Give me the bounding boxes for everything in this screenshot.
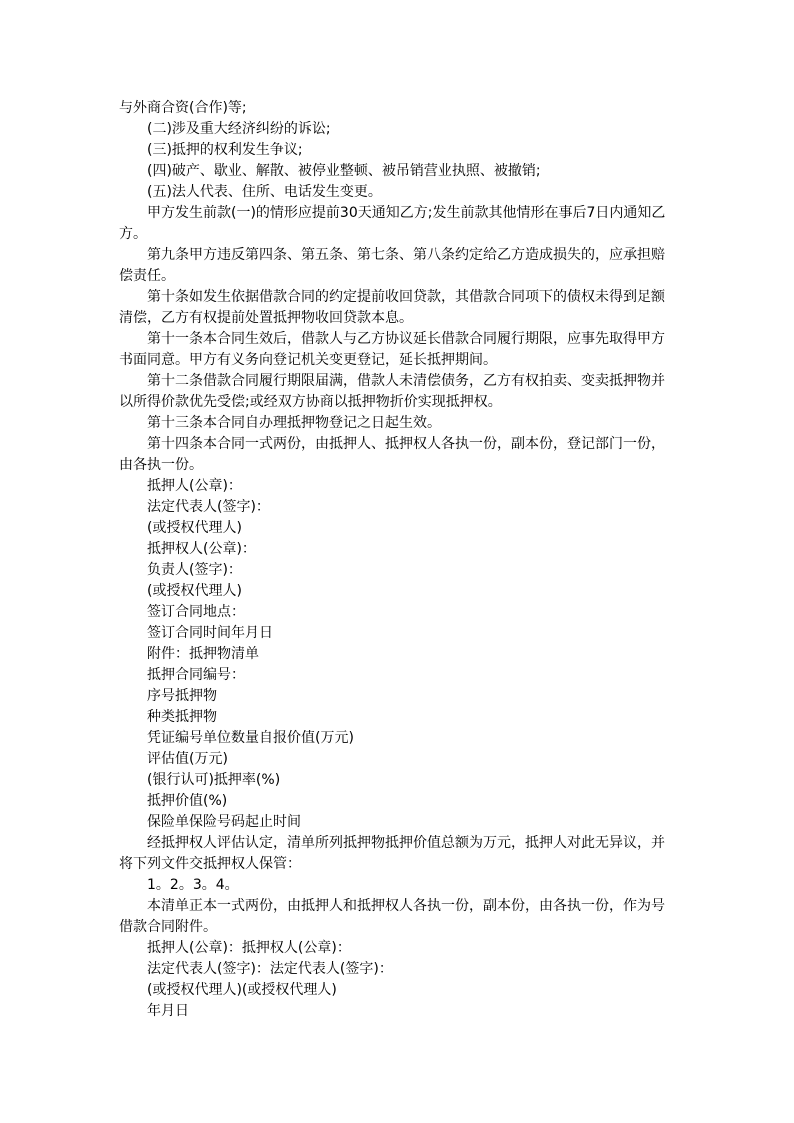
- paragraph-32: 本清单正本一式两份，由抵押人和抵押权人各执一份，副本份，由各执一份，作为号借款合同附件。: [119, 898, 665, 935]
- paragraph-29: 保险单保险号码起止时间: [147, 814, 301, 830]
- document-page: [119, 98, 677, 1022]
- paragraph-6: 甲方发生前款(一)的情形应提前30天通知乙方;发生前款其他情形在事后7日内通知乙方。: [119, 205, 666, 242]
- paragraph-13: 抵押人(公章)：: [147, 478, 242, 494]
- paragraph-7: 第九条甲方违反第四条、第五条、第七条、第八条约定给乙方造成损失的，应承担赔偿责任。: [119, 247, 665, 284]
- paragraph-22: 抵押合同编号：: [147, 667, 245, 683]
- paragraph-11: 第十三条本合同自办理抵押物登记之日起生效。: [147, 415, 441, 431]
- paragraph-4: (四)破产、歇业、解散、被停业整顿、被吊销营业执照、被撤销;: [147, 163, 541, 179]
- paragraph-30: 经抵押权人评估认定，清单所列抵押物抵押价值总额为万元，抵押人对此无异议，并将下列文件交抵押权人保管：: [119, 835, 665, 872]
- paragraph-2: (二)涉及重大经济纠纷的诉讼;: [147, 121, 331, 137]
- paragraph-34: 法定代表人(签字)：法定代表人(签字)：: [147, 961, 393, 977]
- paragraph-19: 签订合同地点：: [147, 604, 245, 620]
- paragraph-23: 序号抵押物: [147, 688, 217, 704]
- paragraph-14: 法定代表人(签字)：: [147, 499, 270, 515]
- paragraph-9: 第十一条本合同生效后，借款人与乙方协议延长借款合同履行期限，应事先取得甲方书面同意。甲方有义务向登记机关变更登记，延长抵押期间。: [119, 331, 665, 368]
- paragraph-35: (或授权代理人)(或授权代理人): [147, 982, 337, 998]
- paragraph-1: 与外商合资(合作)等;: [119, 100, 247, 116]
- paragraph-27: (银行认可)抵押率(%): [147, 772, 281, 788]
- paragraph-36: 年月日: [147, 1003, 189, 1019]
- paragraph-31: 1。2。3。4。: [147, 877, 239, 893]
- paragraph-24: 种类抵押物: [147, 709, 217, 725]
- paragraph-20: 签订合同时间年月日: [147, 625, 273, 641]
- paragraph-10: 第十二条借款合同履行期限届满，借款人未清偿债务，乙方有权拍卖、变卖抵押物并以所得价款优先受偿;或经双方协商以抵押物折价实现抵押权。: [119, 373, 665, 410]
- paragraph-16: 抵押权人(公章)：: [147, 541, 256, 557]
- paragraph-33: 抵押人(公章)：抵押权人(公章)：: [147, 940, 351, 956]
- paragraph-25: 凭证编号单位数量自报价值(万元): [147, 730, 354, 746]
- paragraph-21: 附件：抵押物清单: [147, 646, 259, 662]
- paragraph-8: 第十条如发生依据借款合同的约定提前收回贷款，其借款合同项下的债权未得到足额清偿，乙方有权提前处置抵押物收回贷款本息。: [119, 289, 665, 326]
- paragraph-17: 负责人(签字)：: [147, 562, 242, 578]
- paragraph-5: (五)法人代表、住所、电话发生变更。: [147, 184, 382, 200]
- paragraph-3: (三)抵押的权利发生争议;: [147, 142, 303, 158]
- paragraph-28: 抵押价值(%): [147, 793, 228, 809]
- paragraph-15: (或授权代理人): [147, 520, 242, 536]
- paragraph-26: 评估值(万元): [147, 751, 228, 767]
- paragraph-12: 第十四条本合同一式两份，由抵押人、抵押权人各执一份，副本份，登记部门一份，由各执一份。: [119, 436, 665, 473]
- paragraph-18: (或授权代理人): [147, 583, 242, 599]
